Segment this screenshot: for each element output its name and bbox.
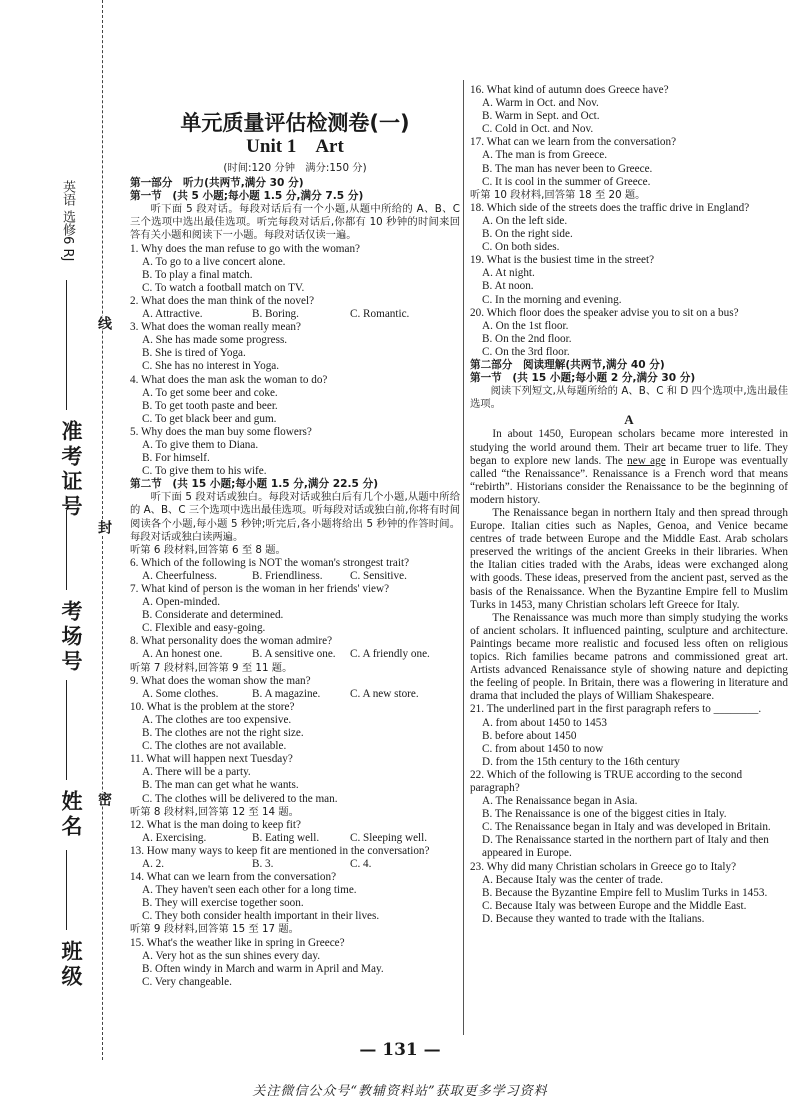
q13: 13. How many ways to keep fit are mentioned in the conversation? (130, 844, 430, 857)
q10: 10. What is the problem at the store? (130, 700, 295, 713)
q10-opt-b: B. The clothes are not the right size. (142, 727, 304, 740)
q11-opt-c: C. The clothes will be delivered to the man. (142, 792, 338, 805)
p1-underlined: new age (627, 454, 666, 467)
q12-opt-c: C. Sleeping well. (350, 831, 428, 844)
q3: 3. What does the woman really mean? (130, 321, 301, 334)
q12: 12. What is the man doing to keep fit? (130, 818, 301, 831)
q9-opt-b: B. A magazine. (252, 687, 321, 700)
q18-opt-b: B. On the right side. (482, 228, 573, 241)
q16-opt-a: A. Warm in Oct. and Nov. (482, 97, 599, 110)
q7-opt-c: C. Flexible and easy-going. (142, 622, 266, 635)
q4: 4. What does the man ask the woman to do? (130, 373, 328, 386)
passage-title: A (624, 412, 634, 428)
q22-opt-b: B. The Renaissance is one of the biggest cities in Italy. (482, 808, 727, 821)
page-number: — 131 — (359, 1040, 441, 1060)
q15-opt-c: C. Very changeable. (142, 975, 232, 988)
q1-opt-a: A. To go to a live concert alone. (142, 255, 286, 268)
q4-opt-a: A. To get some beer and coke. (142, 386, 278, 399)
q9-opt-c: C. A new store. (350, 687, 419, 700)
q5-opt-b: B. For himself. (142, 452, 210, 465)
q23: 23. Why did many Christian scholars in Greece go to Italy? (470, 860, 737, 873)
binding-margin (0, 0, 118, 1060)
q20: 20. Which floor does the speaker advise you to sit on a bus? (470, 306, 739, 319)
label-exam-id: 准考证号 (59, 420, 83, 520)
q22-opt-a: A. The Renaissance began in Asia. (482, 795, 638, 808)
q1-opt-c: C. To watch a football match on TV. (142, 281, 305, 294)
p1-text-b: in Europe was eventually called “the Renaissance”. Renaissance is a French word that means “rebirth”. Historians consider the Renaissance to be the beginning of modern history. (470, 454, 788, 506)
q22-opt-c: C. The Renaissance began in Italy and was developed in Britain. (482, 821, 771, 834)
part2-instructions: 阅读下列短文,从每题所给的 A、B、C 和 D 四个选项中,选出最佳选项。 (470, 385, 788, 411)
q8-opt-b: B. A sensitive one. (252, 648, 336, 661)
part1-sec1-instructions: 听下面 5 段对话。每段对话后有一个小题,从题中所给的 A、B、C 三个选项中选出最佳选项。听完每段对话后,你都有 10 秒钟的时间来回答有关小题和阅读下一小题。每段对话仅读一遍。 (130, 203, 460, 242)
q9-options (142, 688, 460, 701)
right-column (470, 84, 788, 926)
q21-opt-d: D. from the 15th century to the 16th century (482, 755, 680, 768)
q6-opt-a: A. Cheerfulness. (142, 569, 217, 582)
part1-sec2-instructions: 听下面 5 段对话或独白。每段对话或独白后有几个小题,从题中所给的 A、B、C 三个选项中选出最佳选项。听每段对话或独白前,你将有时间阅读各个小题,每小题 5 秒钟;听完后,各小题将给出 5 秒钟的作答时间。每段对话或独白读两遍。 (130, 491, 460, 543)
q7: 7. What kind of person is the woman in her friends' view? (130, 583, 390, 595)
passage-paragraph-2: The Renaissance began in northern Italy and then spread through Europe. Italian cities such as Naples, Genoa, and Venice became centres of trade between Europe and the Middle East. Arab scholars preserved the writings of the ancient Greeks in their libraries. When the Italian cities traded with the Arabs, ideas were exchanged along with goods. These ideas, preserved from the ancient past, served as the basis of the Renaissance. When the Byzantine Empire fell to Muslim Turks in 1453, many Christian scholars left Greece for Italy. (470, 507, 788, 611)
q11-opt-b: B. The man can get what he wants. (142, 779, 299, 792)
q17-opt-a: A. The man is from Greece. (482, 149, 607, 162)
q20-opt-b: B. On the 2nd floor. (482, 332, 572, 345)
q22-opt-d: D. The Renaissance started in the northern part of Italy and then appeared in Europe. (482, 834, 769, 860)
material-6: 听第 6 段材料,回答第 6 至 8 题。 (130, 543, 286, 556)
label-room: 考场号 (59, 600, 83, 675)
q10-opt-a: A. The clothes are too expensive. (142, 713, 292, 726)
q13-opt-c: C. 4. (350, 857, 372, 870)
fill-line (66, 680, 67, 780)
left-column (130, 110, 460, 989)
q23-opt-c: C. Because Italy was between Europe and the Middle East. (482, 899, 747, 912)
q8-options (142, 648, 460, 661)
q4-opt-c: C. To get black beer and gum. (142, 412, 277, 425)
q23-opt-d: D. Because they wanted to trade with the Italians. (482, 912, 705, 925)
q18-opt-a: A. On the left side. (482, 214, 568, 227)
label-name: 姓名 (59, 790, 83, 840)
q17: 17. What can we learn from the conversation? (470, 136, 677, 149)
q17-opt-c: C. It is cool in the summer of Greece. (482, 175, 651, 188)
q4-opt-b: B. To get tooth paste and beer. (142, 399, 278, 412)
material-9: 听第 9 段材料,回答第 15 至 17 题。 (130, 923, 299, 936)
q6: 6. Which of the following is NOT the woman's strongest trait? (130, 556, 410, 569)
q21-opt-c: C. from about 1450 to now (482, 742, 604, 755)
fill-line (66, 850, 67, 930)
q6-opt-c: C. Sensitive. (350, 569, 407, 582)
q5: 5. Why does the man buy some flowers? (130, 425, 312, 438)
column-divider (463, 80, 464, 1035)
seal-char-mi: 密 (96, 792, 112, 806)
q11-opt-a: A. There will be a party. (142, 766, 251, 779)
q12-opt-a: A. Exercising. (142, 831, 207, 844)
q8-opt-a: A. An honest one. (142, 648, 223, 661)
q7-opt-b: B. Considerate and determined. (142, 609, 284, 622)
q2: 2. What does the man think of the novel? (130, 294, 315, 307)
q21-opt-a: A. from about 1450 to 1453 (482, 716, 607, 729)
q9: 9. What does the woman show the man? (130, 674, 311, 687)
part2-sec1-heading: 第一节 (共 15 小题;每小题 2 分,满分 30 分) (470, 372, 696, 385)
q19-opt-b: B. At noon. (482, 280, 534, 293)
passage-paragraph-1 (470, 428, 788, 507)
q2-opt-b: B. Boring. (252, 308, 299, 321)
q2-options (142, 308, 460, 321)
q3-opt-b: B. She is tired of Yoga. (142, 347, 246, 360)
q8-opt-c: C. A friendly one. (350, 648, 430, 661)
q8: 8. What personality does the woman admire? (130, 635, 333, 648)
material-7: 听第 7 段材料,回答第 9 至 11 题。 (130, 661, 293, 674)
q19: 19. What is the busiest time in the street? (470, 254, 655, 267)
q6-opt-b: B. Friendliness. (252, 569, 323, 582)
q9-opt-a: A. Some clothes. (142, 687, 219, 700)
q14-opt-a: A. They haven't seen each other for a long time. (142, 884, 357, 897)
q16-opt-b: B. Warm in Sept. and Oct. (482, 110, 600, 123)
q13-opt-a: A. 2. (142, 857, 165, 870)
q23-opt-a: A. Because Italy was the center of trade. (482, 873, 664, 886)
q10-opt-c: C. The clothes are not available. (142, 740, 287, 753)
q3-opt-a: A. She has made some progress. (142, 334, 288, 347)
fill-line (66, 510, 67, 590)
q19-opt-c: C. In the morning and evening. (482, 293, 622, 306)
q16-opt-c: C. Cold in Oct. and Nov. (482, 123, 594, 136)
q14-opt-c: C. They both consider health important in their lives. (142, 910, 380, 923)
q19-opt-a: A. At night. (482, 267, 535, 280)
q18: 18. Which side of the streets does the traffic drive in England? (470, 201, 750, 214)
fill-line (66, 280, 67, 410)
q20-opt-a: A. On the 1st floor. (482, 319, 569, 332)
q12-options (142, 832, 460, 845)
part1-sec1-heading: 第一节 (共 5 小题;每小题 1.5 分,满分 7.5 分) (130, 190, 364, 203)
q5-opt-c: C. To give them to his wife. (142, 465, 267, 478)
q13-options (142, 858, 460, 871)
q14-opt-b: B. They will exercise together soon. (142, 897, 304, 910)
q15: 15. What's the weather like in spring in Greece? (130, 936, 345, 949)
q1-opt-b: B. To play a final match. (142, 268, 253, 281)
q21-opt-b: B. before about 1450 (482, 729, 577, 742)
q16: 16. What kind of autumn does Greece have? (470, 84, 669, 96)
title-en: Unit 1 Art (246, 136, 344, 157)
label-class: 班级 (59, 940, 83, 990)
q2-opt-a: A. Attractive. (142, 308, 203, 321)
q21: 21. The underlined part in the first paragraph refers to ________. (470, 703, 762, 716)
q20-opt-c: C. On the 3rd floor. (482, 345, 570, 358)
seal-char-xian: 线 (96, 316, 112, 330)
q15-opt-b: B. Often windy in March and warm in April and May. (142, 962, 384, 975)
q5-opt-a: A. To give them to Diana. (142, 438, 259, 451)
part1-sec2-heading: 第二节 (共 15 小题;每小题 1.5 分,满分 22.5 分) (130, 478, 379, 491)
q22: 22. Which of the following is TRUE according to the second paragraph? (470, 768, 743, 794)
p1-text-a: In about 1450, European scholars became more interested in studying the world around them. Their art became truer to life. They began to explore new lands. The (470, 428, 788, 467)
q3-opt-c: C. She has no interest in Yoga. (142, 360, 280, 373)
q18-opt-c: C. On both sides. (482, 241, 560, 254)
q12-opt-b: B. Eating well. (252, 831, 320, 844)
subject-label: 英语 选修6 RJ (60, 180, 75, 262)
q6-options (142, 570, 460, 583)
q1: 1. Why does the man refuse to go with the woman? (130, 242, 361, 255)
q2-opt-c: C. Romantic. (350, 308, 410, 321)
q23-opt-b: B. Because the Byzantine Empire fell to Muslim Turks in 1453. (482, 886, 768, 899)
seal-char-feng: 封 (96, 520, 112, 534)
q13-opt-b: B. 3. (252, 857, 274, 870)
q7-opt-a: A. Open-minded. (142, 596, 220, 609)
q11: 11. What will happen next Tuesday? (130, 753, 293, 766)
footer-note: 关注微信公众号“教辅资料站”获取更多学习资料 (252, 1084, 548, 1099)
passage-paragraph-3: The Renaissance was much more than simply studying the works of ancient scholars. It influenced painting, sculpture and architecture. Paintings became more realistic and focused less often on religious topics. Rich families became patrons and commissioned great art. Artists advanced Renaissance style of showing nature and depicting the feeling of people. In Britain, there was a flowering in literature and drama that included the plays of William Shakespeare. (470, 611, 788, 703)
q14: 14. What can we learn from the conversation? (130, 871, 337, 884)
q17-opt-b: B. The man has never been to Greece. (482, 162, 653, 175)
q15-opt-a: A. Very hot as the sun shines every day. (142, 949, 321, 962)
title-cn: 单元质量评估检测卷(一) (180, 111, 410, 135)
material-8: 听第 8 段材料,回答第 12 至 14 题。 (130, 805, 299, 818)
material-10: 听第 10 段材料,回答第 18 至 20 题。 (470, 188, 646, 201)
part2-heading: 第二部分 阅读理解(共两节,满分 40 分) (470, 358, 665, 371)
part1-heading: 第一部分 听力(共两节,满分 30 分) (130, 177, 304, 190)
time-score: (时间:120 分钟 满分:150 分) (223, 162, 367, 174)
